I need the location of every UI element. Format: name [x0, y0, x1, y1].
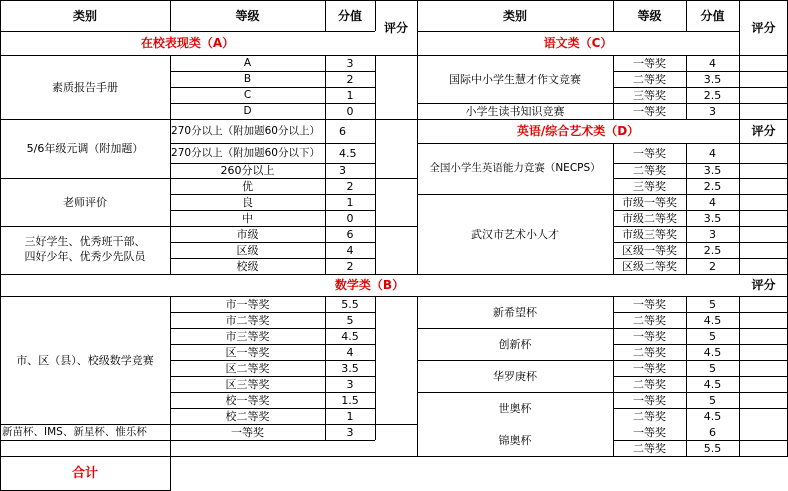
level-sanhao-3: 校级: [236, 259, 259, 273]
category-shiao: 世奥杯: [498, 401, 532, 415]
section-title-b: 数学类（B）: [334, 278, 405, 292]
score-jinao-1: 6: [709, 425, 716, 439]
level-suzhi-c: C: [243, 88, 252, 101]
category-xinxiwang: 新希望杯: [493, 305, 537, 319]
level-jinao-1: 一等奖: [633, 425, 666, 439]
score-necps-3: 2.5: [703, 179, 722, 193]
category-dushu: 小学生读书知识竞赛: [465, 104, 565, 118]
level-hualuogeng-1: 一等奖: [633, 361, 666, 375]
score-suzhi-c: 1: [346, 88, 354, 102]
score-teacher-2: 1: [346, 195, 354, 209]
score-teacher-1: 2: [346, 179, 354, 193]
category-necps: 全国小学生英语能力竞赛（NECPS）: [429, 162, 601, 175]
score-math-2: 5: [346, 313, 354, 327]
header-level-left: 等级: [235, 8, 260, 23]
section-title-c: 语文类（C）: [543, 36, 613, 50]
score-sanhao-3: 2: [346, 259, 354, 273]
rating-label-b: 评分: [751, 278, 776, 292]
category-sanhao-line2: 四好少年、优秀少先队员: [24, 250, 146, 263]
score-yishu-5: 2: [709, 259, 716, 273]
level-zuowen-3: 三等奖: [633, 88, 666, 102]
level-math-5: 区二等奖: [225, 361, 270, 375]
category-suzhi: 素质报告手册: [52, 80, 118, 94]
category-math: 市、区（县）、校级数学竞赛: [16, 353, 154, 367]
level-necps-2: 二等奖: [633, 164, 666, 177]
score-jinao-2: 5.5: [703, 441, 722, 455]
category-yuantiao: 5/6年级元调（附加题）: [26, 142, 144, 155]
level-hualuogeng-2: 二等奖: [633, 377, 666, 391]
score-sanhao-2: 4: [346, 243, 354, 257]
level-zuowen-2: 二等奖: [633, 72, 666, 86]
score-zuowen-3: 2.5: [703, 88, 722, 102]
header-category-right: 类别: [502, 8, 527, 23]
score-suzhi-a: 3: [346, 56, 354, 70]
header-score-left: 分值: [337, 8, 362, 23]
score-yuantiao-2: 4.5: [339, 146, 357, 160]
score-shiao-1: 5: [709, 393, 716, 407]
score-math-3: 4.5: [341, 329, 359, 343]
score-math-8: 1: [346, 409, 354, 423]
score-yishu-1: 4: [709, 195, 716, 209]
category-jinao: 锦奥杯: [498, 433, 532, 447]
score-suzhi-d: 0: [346, 104, 354, 118]
score-sanhao-1: 6: [346, 227, 354, 241]
section-title-a: 在校表现类（A）: [140, 36, 235, 50]
level-necps-1: 一等奖: [633, 146, 666, 160]
level-yishu-4: 区级一等奖: [622, 243, 677, 257]
score-hualuogeng-1: 5: [709, 361, 716, 375]
score-teacher-3: 0: [346, 211, 354, 225]
category-teacher: 老师评价: [63, 195, 107, 209]
level-xinxiwang-2: 二等奖: [633, 313, 666, 327]
level-yuantiao-2: 270分以上（附加题60分以下）: [171, 146, 320, 159]
level-math-1: 市一等奖: [225, 297, 270, 311]
level-sanhao-2: 区级: [236, 243, 259, 257]
level-jinao-2: 二等奖: [633, 441, 666, 455]
level-suzhi-b: B: [243, 72, 252, 85]
level-shiao-1: 一等奖: [633, 393, 666, 407]
score-yishu-2: 3.5: [703, 211, 722, 225]
level-shiao-2: 二等奖: [633, 409, 666, 423]
score-xinmiao: 3: [346, 425, 354, 439]
score-yishu-4: 2.5: [703, 243, 722, 257]
level-chuangxin-1: 一等奖: [633, 329, 666, 343]
level-yuantiao-3: 260分以上: [220, 164, 275, 177]
level-zuowen-1: 一等奖: [633, 56, 666, 70]
level-yishu-3: 市级三等奖: [622, 227, 677, 241]
score-xinxiwang-1: 5: [709, 297, 716, 311]
level-yishu-1: 市级一等奖: [622, 195, 677, 209]
score-dushu: 3: [709, 104, 716, 118]
score-chuangxin-1: 5: [709, 329, 716, 343]
header-score-right: 分值: [700, 8, 725, 23]
score-chuangxin-2: 4.5: [703, 345, 722, 359]
score-math-6: 3: [346, 377, 354, 391]
section-title-d: 英语/综合艺术类（D）: [516, 124, 640, 138]
header-category-left: 类别: [72, 8, 97, 23]
score-suzhi-b: 2: [346, 72, 354, 86]
level-yishu-5: 区级二等奖: [622, 259, 677, 273]
level-necps-3: 三等奖: [633, 179, 666, 193]
level-teacher-1: 优: [242, 179, 253, 193]
level-chuangxin-2: 二等奖: [633, 345, 666, 359]
score-math-4: 4: [346, 345, 354, 359]
score-shiao-2: 4.5: [703, 409, 722, 423]
level-teacher-2: 良: [242, 195, 253, 209]
score-math-1: 5.5: [341, 297, 359, 311]
level-math-8: 校二等奖: [225, 409, 270, 423]
level-teacher-3: 中: [242, 211, 253, 225]
score-necps-1: 4: [709, 146, 716, 160]
level-yuantiao-1: 270分以上（附加题60分以上）: [171, 124, 320, 137]
score-zuowen-2: 3.5: [703, 72, 722, 86]
category-sanhao: [0, 226, 170, 274]
level-math-7: 校一等奖: [225, 393, 270, 407]
rating-label-d: 评分: [751, 124, 776, 138]
level-xinxiwang-1: 一等奖: [633, 297, 666, 311]
level-sanhao-1: 市级: [236, 227, 259, 241]
category-hualuogeng: 华罗庚杯: [493, 369, 537, 383]
score-xinxiwang-2: 4.5: [703, 313, 722, 327]
category-sanhao-line1: 三好学生、优秀班干部、: [24, 235, 146, 249]
level-math-2: 市二等奖: [225, 313, 270, 327]
level-math-4: 区一等奖: [225, 345, 270, 359]
level-xinmiao: 一等奖: [231, 425, 264, 439]
level-suzhi-d: D: [243, 104, 252, 117]
score-yuantiao-3: 3: [339, 164, 346, 177]
level-math-3: 市三等奖: [225, 329, 270, 343]
header-rating-left: 评分: [383, 20, 408, 35]
score-zuowen-1: 4: [709, 56, 716, 70]
score-yuantiao-1: 6: [339, 124, 346, 138]
level-suzhi-a: A: [243, 56, 252, 69]
category-zuowen: 国际中小学生慧才作文竞赛: [449, 72, 581, 86]
score-yishu-3: 3: [709, 227, 716, 241]
total-label: 合计: [71, 466, 98, 481]
level-yishu-2: 市级二等奖: [622, 211, 677, 225]
score-necps-2: 3.5: [703, 164, 722, 177]
category-yishu: 武汉市艺术小人才: [471, 227, 559, 241]
header-rating-right: 评分: [751, 20, 776, 35]
level-math-6: 区三等奖: [225, 377, 270, 391]
score-math-7: 1.5: [341, 393, 359, 407]
header-level-right: 等级: [637, 8, 662, 23]
level-dushu: 一等奖: [633, 104, 666, 118]
score-math-5: 3.5: [341, 361, 359, 375]
category-chuangxin: 创新杯: [498, 337, 532, 351]
score-hualuogeng-2: 4.5: [703, 377, 722, 391]
category-xinmiao: 新苗杯、IMS、新星杯、惟乐杯: [2, 425, 147, 438]
